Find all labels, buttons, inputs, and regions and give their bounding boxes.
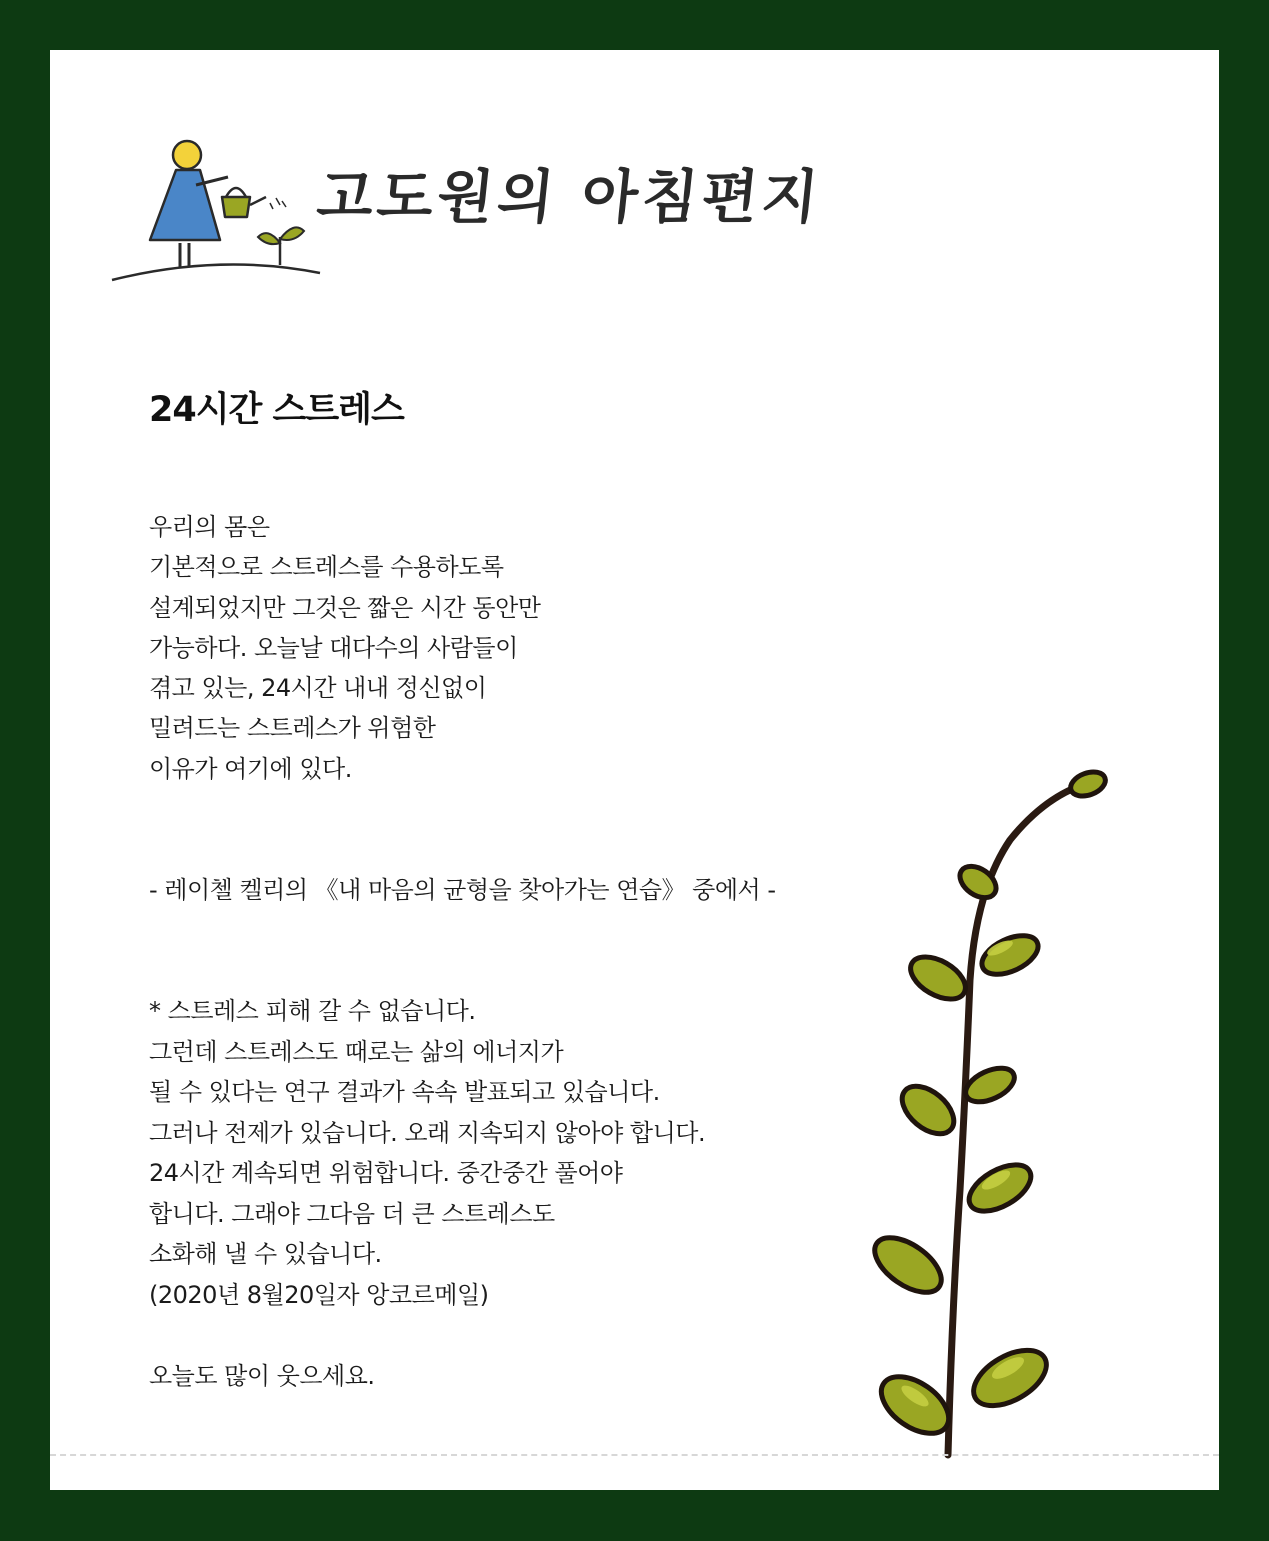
post-title: 24시간 스트레스 [149, 390, 404, 430]
closing-line: 오늘도 많이 웃으세요. [149, 1362, 375, 1390]
note-line: 24시간 계속되면 위험합니다. 중간중간 풀어야 [149, 1159, 623, 1187]
divider [50, 1454, 1219, 1456]
gardener-logo-icon [110, 135, 330, 285]
quote-line: 기본적으로 스트레스를 수용하도록 [149, 553, 504, 582]
note-line: 그러나 전제가 있습니다. 오래 지속되지 않아야 합니다. [149, 1118, 706, 1147]
note-line: 그런데 스트레스도 때로는 삶의 에너지가 [149, 1037, 564, 1066]
note-line: 합니다. 그래야 그다음 더 큰 스트레스도 [149, 1199, 555, 1228]
quote-line: 밀려드는 스트레스가 위험한 [149, 714, 436, 743]
note-line: 될 수 있다는 연구 결과가 속속 발표되고 있습니다. [149, 1078, 660, 1106]
quote-line: 설계되었지만 그것은 짧은 시간 동안만 [149, 593, 541, 622]
quote-line: 겪고 있는, 24시간 내내 정신없이 [149, 674, 487, 703]
quote-line: 가능하다. 오늘날 대다수의 사람들이 [149, 633, 518, 662]
note-line: (2020년 8월20일자 앙코르메일) [149, 1280, 489, 1309]
quote-source: - 레이첼 켈리의 《내 마음의 균형을 찾아가는 연습》 중에서 - [149, 876, 776, 904]
note-line: 소화해 낼 수 있습니다. [149, 1240, 382, 1268]
brand-title: 고도원의 아침편지 [313, 163, 826, 231]
quote-line: 이유가 여기에 있다. [149, 754, 352, 783]
note-line: * 스트레스 피해 갈 수 없습니다. [149, 997, 476, 1025]
note-body [149, 991, 705, 1315]
quote-body [149, 507, 540, 789]
letter-card [50, 50, 1219, 1490]
vine-illustration-icon [860, 750, 1120, 1460]
quote-line: 우리의 몸은 [149, 513, 270, 541]
